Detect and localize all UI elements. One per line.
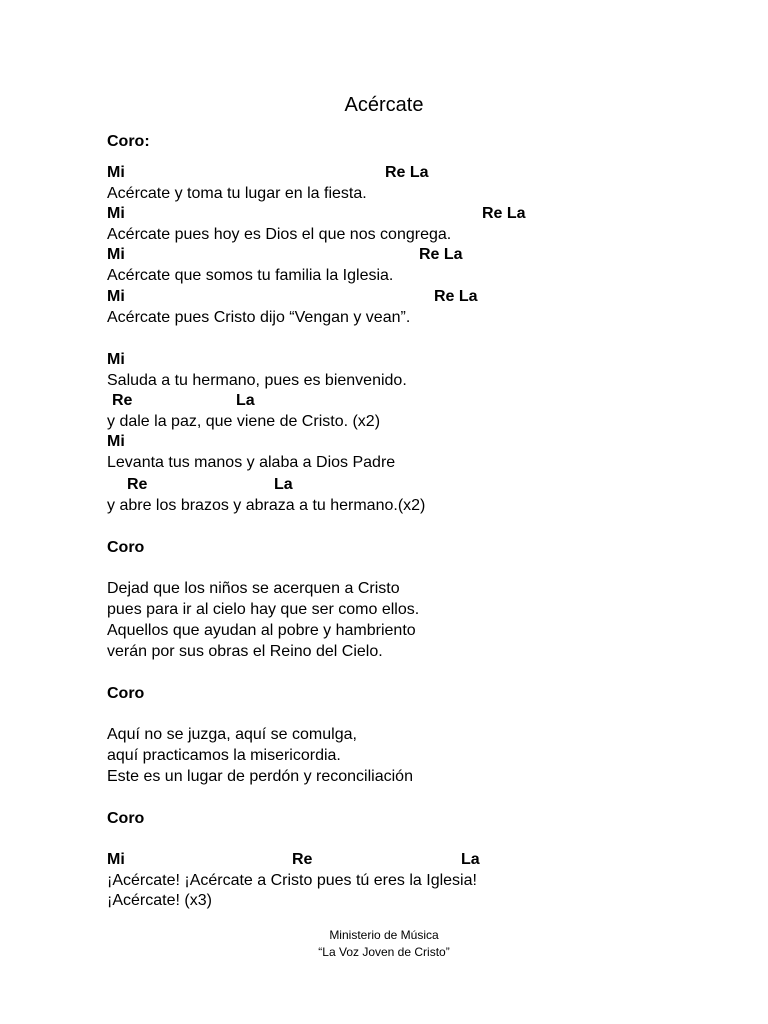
chord: Mi (107, 288, 125, 305)
chorus-marker: Coro (107, 685, 145, 702)
chord: La (274, 476, 293, 493)
chord-row (0, 432, 768, 452)
chorus-marker: Coro (107, 539, 145, 556)
chord: Mi (107, 351, 125, 368)
chord: Mi (107, 164, 125, 181)
chord: Mi (107, 851, 125, 868)
footer-ministry: Ministerio de Música (329, 928, 439, 942)
lyric-line: y dale la paz, que viene de Cristo. (x2) (107, 413, 381, 430)
chord-row (0, 391, 768, 411)
chord: Mi (107, 205, 125, 222)
song-title: Acércate (344, 94, 424, 116)
lyric-line: Acércate pues Cristo dijo “Vengan y vean”. (107, 309, 411, 326)
chord: La (236, 392, 255, 409)
chord: Re (127, 476, 148, 493)
chord: Re La (385, 164, 429, 181)
lyric-line: Saluda a tu hermano, pues es bienvenido. (107, 372, 407, 389)
lyric-line: Acércate pues hoy es Dios el que nos congrega. (107, 226, 452, 243)
footer-group-name: “La Voz Joven de Cristo” (318, 945, 450, 959)
chord: Re (112, 392, 133, 409)
chorus-marker: Coro (107, 810, 145, 827)
lyric-line: pues para ir al cielo hay que ser como ellos. (107, 601, 420, 618)
chord: Mi (107, 433, 125, 450)
lyric-line: aquí practicamos la misericordia. (107, 747, 341, 764)
chord-row (0, 287, 768, 307)
lyric-line: ¡Acércate! (x3) (107, 892, 212, 909)
lyric-line: Levanta tus manos y alaba a Dios Padre (107, 454, 396, 471)
chorus-label: Coro: (107, 133, 150, 150)
lyric-line: Este es un lugar de perdón y reconciliación (107, 768, 413, 785)
chord-row (0, 163, 768, 183)
chord: La (461, 851, 480, 868)
chord: Re (292, 851, 313, 868)
chord-row (0, 245, 768, 265)
lyric-line: Dejad que los niños se acerquen a Cristo (107, 580, 400, 597)
chord-row (0, 475, 768, 495)
lyric-line: Acércate y toma tu lugar en la fiesta. (107, 185, 367, 202)
chord: Re La (419, 246, 463, 263)
lyric-line: Acércate que somos tu familia la Iglesia. (107, 267, 394, 284)
lyric-line: Aquellos que ayudan al pobre y hambriento (107, 622, 416, 639)
chord: Re La (434, 288, 478, 305)
chord: Re La (482, 205, 526, 222)
chord: Mi (107, 246, 125, 263)
chord-row (0, 850, 768, 870)
lyric-line: Aquí no se juzga, aquí se comulga, (107, 726, 357, 743)
chord-row (0, 204, 768, 224)
lyric-line: ¡Acércate! ¡Acércate a Cristo pues tú eres la Iglesia! (107, 872, 477, 889)
chord-row (0, 350, 768, 370)
lyric-line: y abre los brazos y abraza a tu hermano.(x2) (107, 497, 426, 514)
lyric-line: verán por sus obras el Reino del Cielo. (107, 643, 383, 660)
